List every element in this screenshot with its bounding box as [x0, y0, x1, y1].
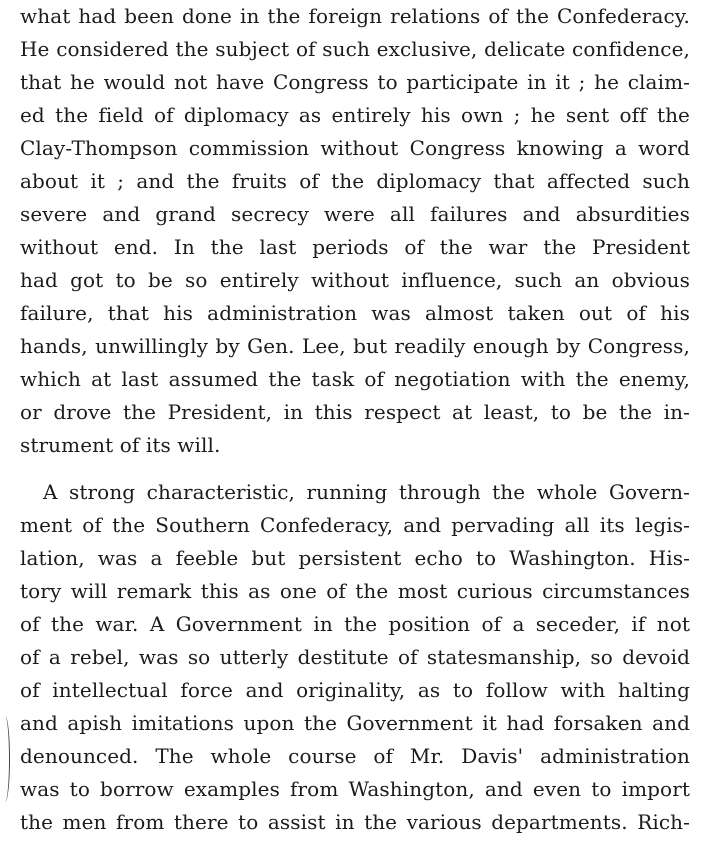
- paragraph-first-line: A strong characteristic, running through the whole Govern-: [43, 480, 690, 504]
- text-line: without end. In the last periods of the war the President: [20, 235, 690, 259]
- text-line: of intellectual force and originality, as to follow with halting: [20, 678, 690, 702]
- text-line: what had been done in the foreign relations of the Confederacy.: [20, 4, 690, 28]
- text-line: hands, unwillingly by Gen. Lee, but readily enough by Congress,: [20, 334, 690, 358]
- text-line: was to borrow examples from Washington, and even to import: [20, 777, 690, 801]
- text-line: or drove the President, in this respect at least, to be the in-: [20, 400, 690, 424]
- text-line: of the war. A Government in the position of a seceder, if not: [20, 612, 690, 636]
- text-line: ed the field of diplomacy as entirely his own ; he sent off the: [20, 103, 690, 127]
- text-line: failure, that his administration was almost taken out of his: [20, 301, 690, 325]
- text-line: ment of the Southern Confederacy, and pervading all its legis-: [20, 513, 690, 537]
- binding-edge-mark: [0, 716, 10, 802]
- text-line: denounced. The whole course of Mr. Davis' administration: [20, 744, 690, 768]
- text-line: the men from there to assist in the various departments. Rich-: [20, 810, 690, 834]
- text-line: and apish imitations upon the Government it had forsaken and: [20, 711, 690, 735]
- text-line: had got to be so entirely without influence, such an obvious: [20, 268, 690, 292]
- text-line: that he would not have Congress to participate in it ; he claim-: [20, 70, 690, 94]
- text-line: He considered the subject of such exclusive, delicate confidence,: [20, 37, 690, 61]
- text-line: which at last assumed the task of negotiation with the enemy,: [20, 367, 690, 391]
- text-line: severe and grand secrecy were all failures and absurdities: [20, 202, 690, 226]
- text-line: tory will remark this as one of the most curious circumstances: [20, 579, 690, 603]
- text-line: of a rebel, was so utterly destitute of statesmanship, so devoid: [20, 645, 690, 669]
- text-line: Clay-Thompson commission without Congress knowing a word: [20, 136, 690, 160]
- text-line: lation, was a feeble but persistent echo to Washington. His-: [20, 546, 690, 570]
- text-line: about it ; and the fruits of the diplomacy that affected such: [20, 169, 690, 193]
- paragraph-end-line: strument of its will.: [20, 433, 221, 457]
